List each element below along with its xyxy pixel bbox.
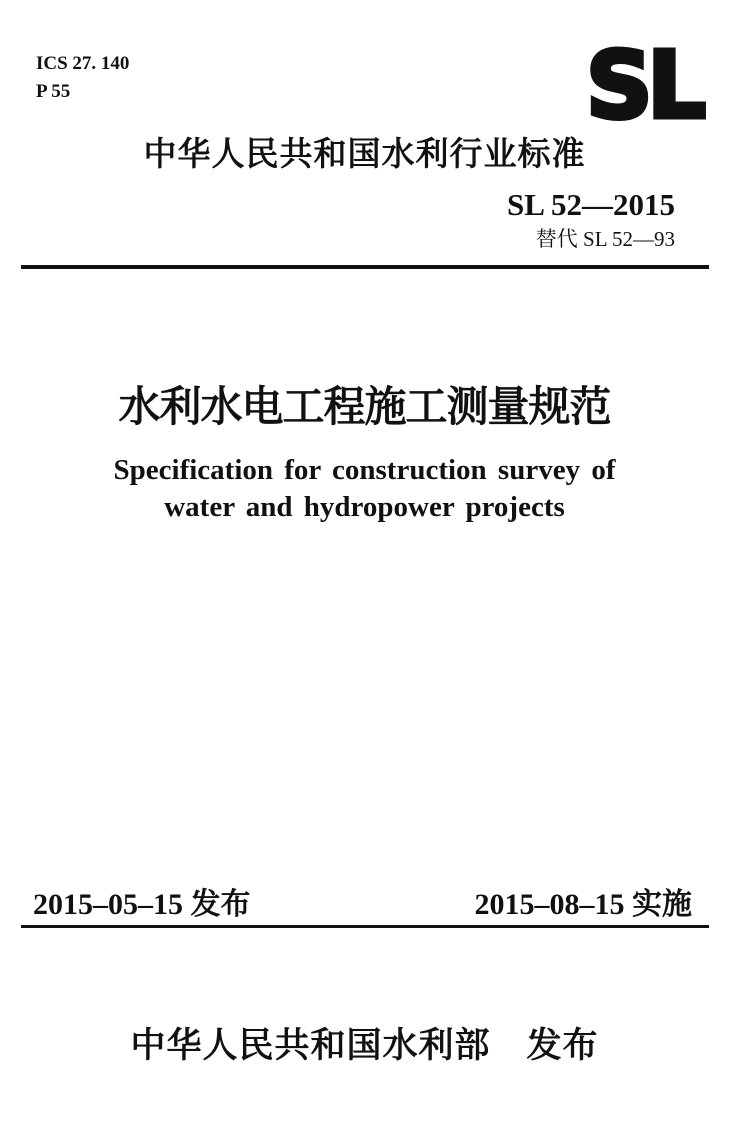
title-chinese: 水利水电工程施工测量规范 [118, 383, 611, 430]
title-english-line1: Specification for construction survey of [113, 454, 616, 486]
replaces-note: 替代 SL 52—93 [535, 227, 675, 251]
title-english-line2: water and hydropower projects [164, 491, 565, 523]
classification-codes [36, 50, 129, 106]
bottom-rule [21, 925, 709, 928]
implement-date: 2015–08–15 实施 [474, 888, 692, 921]
standard-type-heading: 中华人民共和国水利行业标准 [143, 135, 586, 172]
p-code: P 55 [36, 81, 71, 102]
issue-date: 2015–05–15 发布 [33, 888, 251, 921]
standard-code: SL 52—2015 [507, 187, 675, 222]
title-english [0, 452, 729, 526]
date-row [33, 879, 692, 923]
ics-code: ICS 27. 140 [36, 53, 130, 74]
sl-logo: SL [586, 32, 701, 139]
standard-code-block [507, 188, 675, 251]
publisher-line: 中华人民共和国水利部 发布 [130, 1026, 599, 1065]
top-rule [21, 265, 709, 269]
